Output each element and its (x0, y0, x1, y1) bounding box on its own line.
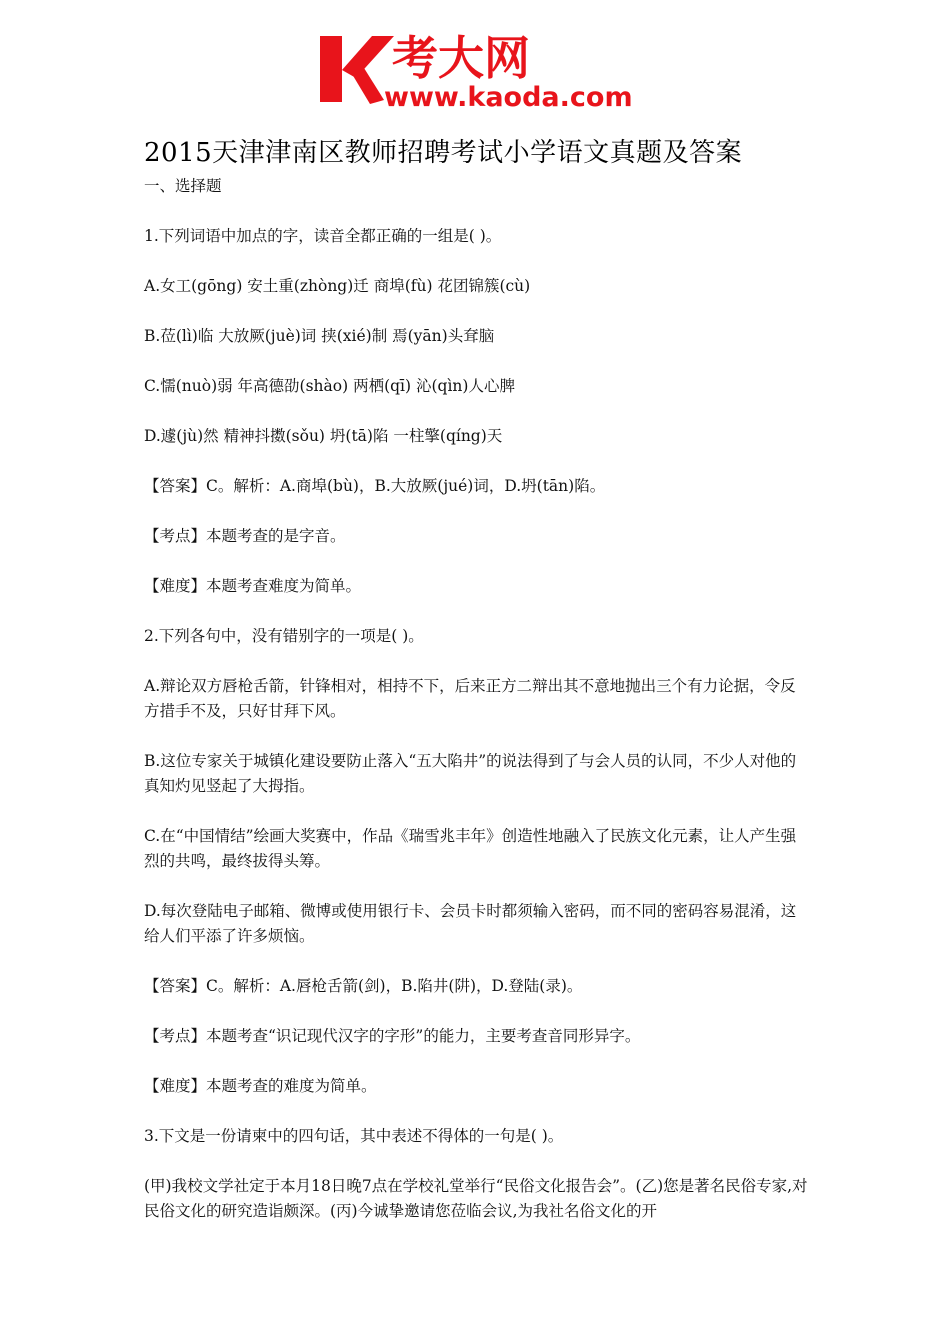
logo-brand-text: 考大网 (392, 31, 530, 85)
section-heading: 一、选择题 (144, 177, 222, 195)
question-1-topic: 【考点】本题考查的是字音。 (144, 527, 346, 545)
question-2-option-b: B.这位专家关于城镇化建设要防止落入“五大陷井”的说法得到了与会人员的认同，不少人对他的真知灼见竖起了大拇指。 (144, 752, 797, 795)
question-1-answer: 【答案】C。解析：A.商埠(bù)，B.大放厥(jué)词，D.坍(tān)陷。 (144, 477, 606, 495)
logo-k-mark (320, 36, 394, 104)
question-1-option-d: D.遽(jù)然 精神抖擞(sǒu) 坍(tā)陷 一柱擎(qíng)天 (144, 427, 503, 445)
document-title: 2015天津津南区教师招聘考试小学语文真题及答案 (144, 138, 743, 168)
question-2-option-a: A.辩论双方唇枪舌箭，针锋相对，相持不下，后来正方二辩出其不意地抛出三个有力论据，令反方措手不及，只好甘拜下风。 (144, 677, 796, 720)
question-2-option-c: C.在“中国情结”绘画大奖赛中，作品《瑞雪兆丰年》创造性地融入了民族文化元素，让人产生强烈的共鸣，最终拔得头筹。 (144, 827, 797, 870)
question-1-option-b: B.莅(lì)临 大放厥(juè)词 挟(xié)制 焉(yān)头耷脑 (144, 327, 495, 345)
logo-url-text: www.kaoda.com (384, 82, 633, 113)
question-2-difficulty: 【难度】本题考查的难度为简单。 (144, 1077, 377, 1095)
question-2-topic: 【考点】本题考查“识记现代汉字的字形”的能力，主要考查音同形异字。 (144, 1027, 641, 1045)
question-1-stem: 1.下列词语中加点的字，读音全都正确的一组是( )。 (144, 227, 502, 245)
question-2-option-d: D.每次登陆电子邮箱、微博或使用银行卡、会员卡时都须输入密码，而不同的密码容易混淆，这给人们平添了许多烦恼。 (144, 902, 797, 945)
question-2-stem: 2.下列各句中，没有错别字的一项是( )。 (144, 627, 424, 645)
question-3-passage: (甲)我校文学社定于本月18日晚7点在学校礼堂举行“民俗文化报告会”。(乙)您是著名民俗专家,对民俗文化的研究造诣颇深。(丙)今诚挚邀请您莅临会议,为我社名俗文化的开 (144, 1177, 808, 1220)
question-1-option-c: C.懦(nuò)弱 年高德劭(shào) 两栖(qī) 沁(qìn)人心脾 (144, 377, 515, 395)
question-2-answer: 【答案】C。解析：A.唇枪舌箭(剑)，B.陷井(阱)，D.登陆(录)。 (144, 977, 583, 995)
kaoda-logo (318, 30, 640, 114)
document-body (144, 174, 808, 1224)
question-1-difficulty: 【难度】本题考查难度为简单。 (144, 577, 362, 595)
question-3-stem: 3.下文是一份请柬中的四句话，其中表述不得体的一句是( )。 (144, 1127, 564, 1145)
question-1-option-a: A.女工(gōng) 安土重(zhòng)迁 商埠(fù) 花团锦簇(cù) (144, 277, 531, 295)
